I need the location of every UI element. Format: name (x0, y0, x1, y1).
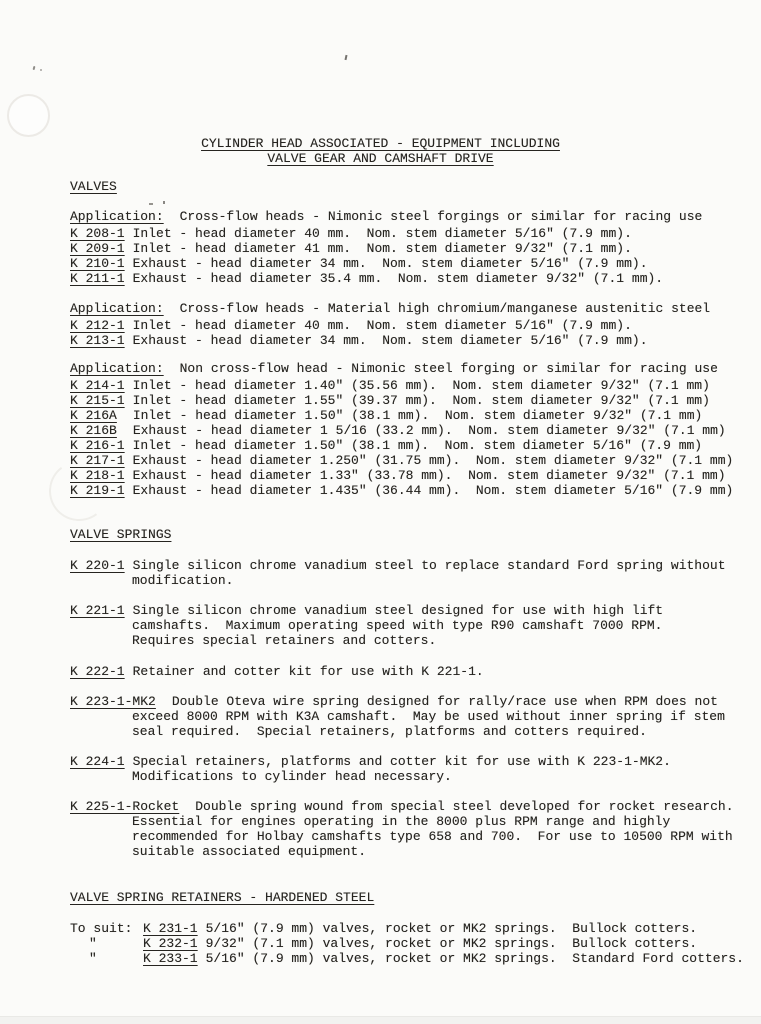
valve-item (70, 333, 648, 348)
part-description: Single silicon chrome vanadium steel designed for use with high lift (132, 603, 664, 618)
part-description: suitable associated equipment. (132, 844, 367, 859)
part-description: Modifications to cylinder head necessary. (132, 769, 452, 784)
part-code: K 213-1 (70, 333, 125, 348)
application-line (70, 301, 710, 316)
part-description: Single silicon chrome vanadium steel to replace standard Ford spring without (132, 558, 726, 573)
part-code: K 211-1 (70, 271, 125, 286)
part-description: Double spring wound from special steel developed for rocket research. (195, 799, 734, 814)
spring-item (70, 754, 671, 784)
valve-item (70, 423, 733, 438)
valve-item (70, 468, 733, 483)
valve-item-group (70, 378, 733, 498)
retainer-row (70, 951, 744, 966)
part-code: K 221-1 (70, 603, 125, 618)
part-description: Inlet - head diameter 1.40" (35.56 mm). Nom. stem diameter 9/32" (7.1 mm) (132, 378, 710, 393)
part-code: K 208-1 (70, 226, 125, 241)
part-code: K 210-1 (70, 256, 125, 271)
application-text: Cross-flow heads - Material high chromium/manganese austenitic steel (179, 301, 711, 316)
heading-text: VALVES (70, 179, 117, 194)
part-description: recommended for Holbay camshafts type 658 and 700. For use to 10500 RPM with (132, 829, 733, 844)
part-code: K 216A (70, 408, 117, 423)
scan-speck (149, 203, 153, 205)
application-label: Application: (70, 209, 164, 224)
punch-hole-top (7, 94, 50, 137)
part-description: Retainer and cotter kit for use with K 221-1. (132, 664, 484, 679)
part-code: K 232-1 (143, 936, 198, 951)
part-code: K 225-1-Rocket (70, 799, 180, 814)
part-description: Inlet - head diameter 41 mm. Nom. stem diameter 9/32" (7.1 mm). (132, 241, 632, 256)
valve-item-group (70, 226, 663, 286)
part-description: Inlet - head diameter 40 mm. Nom. stem diameter 5/16" (7.9 mm). (132, 226, 632, 241)
scan-speck (163, 201, 165, 204)
valve-item (70, 438, 733, 453)
part-description: Inlet - head diameter 1.55" (39.37 mm). Nom. stem diameter 9/32" (7.1 mm) (132, 393, 710, 408)
part-description: Exhaust - head diameter 1 5/16 (33.2 mm). Nom. stem diameter 9/32" (7.1 mm) (132, 423, 726, 438)
part-description: Requires special retainers and cotters. (132, 633, 437, 648)
valve-item (70, 318, 648, 333)
section-heading-valves (70, 179, 117, 194)
document-title-line-2 (0, 151, 761, 166)
scan-speck (345, 55, 348, 60)
spring-item (70, 799, 734, 859)
valve-item-group (70, 318, 648, 348)
part-description: seal required. Special retainers, platforms and cotters required. (132, 724, 647, 739)
part-code: K 212-1 (70, 318, 125, 333)
valve-item (70, 393, 733, 408)
part-code: K 216-1 (70, 438, 125, 453)
part-code: K 219-1 (70, 483, 125, 498)
part-code: K 214-1 (70, 378, 125, 393)
part-description: Exhaust - head diameter 34 mm. Nom. stem diameter 5/16" (7.9 mm). (132, 333, 648, 348)
part-description: Exhaust - head diameter 1.435" (36.44 mm). Nom. stem diameter 5/16" (7.9 mm) (132, 483, 734, 498)
part-description: Double Oteva wire spring designed for rally/race use when RPM does not (171, 694, 718, 709)
part-code: K 223-1-MK2 (70, 694, 156, 709)
part-description: 9/32" (7.1 mm) valves, rocket or MK2 springs. Bullock cotters. (205, 936, 698, 951)
spring-item (70, 603, 663, 648)
row-prefix: To suit: (70, 921, 133, 936)
part-description: Exhaust - head diameter 34 mm. Nom. stem diameter 5/16" (7.9 mm). (132, 256, 648, 271)
part-description: camshafts. Maximum operating speed with type R90 camshaft 7000 RPM. (132, 618, 663, 633)
part-description: Inlet - head diameter 1.50" (38.1 mm). Nom. stem diameter 9/32" (7.1 mm) (132, 408, 703, 423)
part-description: 5/16" (7.9 mm) valves, rocket or MK2 springs. Standard Ford cotters. (205, 951, 744, 966)
ditto-mark: " (89, 936, 97, 951)
part-code: K 222-1 (70, 664, 125, 679)
retainer-row (70, 921, 744, 936)
valve-item (70, 241, 663, 256)
part-description: Exhaust - head diameter 1.250" (31.75 mm). Nom. stem diameter 9/32" (7.1 mm) (132, 453, 734, 468)
retainer-rows (70, 921, 744, 966)
application-label: Application: (70, 361, 164, 376)
part-code: K 217-1 (70, 453, 125, 468)
application-label: Application: (70, 301, 164, 316)
part-code: K 220-1 (70, 558, 125, 573)
part-code: K 231-1 (143, 921, 198, 936)
document-title-line-1 (0, 136, 761, 151)
title-text: VALVE GEAR AND CAMSHAFT DRIVE (267, 151, 494, 166)
scan-speck (40, 69, 42, 71)
section-heading-valve-springs (70, 527, 171, 542)
part-description: Special retainers, platforms and cotter kit for use with K 223-1-MK2. (132, 754, 671, 769)
part-description: exceed 8000 RPM with K3A camshaft. May be used without inner spring if stem (132, 709, 725, 724)
part-description: Essential for engines operating in the 8000 plus RPM range and highly (132, 814, 671, 829)
part-code: K 215-1 (70, 393, 125, 408)
valve-item (70, 378, 733, 393)
spring-item (70, 694, 725, 739)
spring-item (70, 664, 484, 679)
spring-item (70, 558, 726, 588)
heading-text: VALVE SPRING RETAINERS - HARDENED STEEL (70, 890, 375, 905)
part-description: Inlet - head diameter 40 mm. Nom. stem diameter 5/16" (7.9 mm). (132, 318, 632, 333)
part-code: K 209-1 (70, 241, 125, 256)
retainer-row (70, 936, 744, 951)
valve-item (70, 483, 733, 498)
part-code: K 216B (70, 423, 117, 438)
application-line (70, 209, 702, 224)
application-text: Non cross-flow head - Nimonic steel forging or similar for racing use (179, 361, 718, 376)
scan-bottom-edge (0, 1016, 761, 1024)
part-description: Exhaust - head diameter 35.4 mm. Nom. stem diameter 9/32" (7.1 mm). (132, 271, 664, 286)
title-text: CYLINDER HEAD ASSOCIATED - EQUIPMENT INCLUDING (201, 136, 560, 151)
part-code: K 218-1 (70, 468, 125, 483)
valve-item (70, 408, 733, 423)
valve-item (70, 453, 733, 468)
part-code: K 224-1 (70, 754, 125, 769)
part-description: Exhaust - head diameter 1.33" (33.78 mm). Nom. stem diameter 9/32" (7.1 mm) (132, 468, 726, 483)
part-code: K 233-1 (143, 951, 198, 966)
valve-item (70, 226, 663, 241)
application-text: Cross-flow heads - Nimonic steel forgings or similar for racing use (179, 209, 703, 224)
valve-item (70, 271, 663, 286)
scan-speck (33, 66, 36, 70)
section-heading-retainers (70, 890, 374, 905)
part-description: modification. (132, 573, 234, 588)
part-description: 5/16" (7.9 mm) valves, rocket or MK2 springs. Bullock cotters. (205, 921, 698, 936)
heading-text: VALVE SPRINGS (70, 527, 172, 542)
valve-item (70, 256, 663, 271)
part-description: Inlet - head diameter 1.50" (38.1 mm). Nom. stem diameter 5/16" (7.9 mm) (132, 438, 703, 453)
ditto-mark: " (89, 951, 97, 966)
application-line (70, 361, 718, 376)
